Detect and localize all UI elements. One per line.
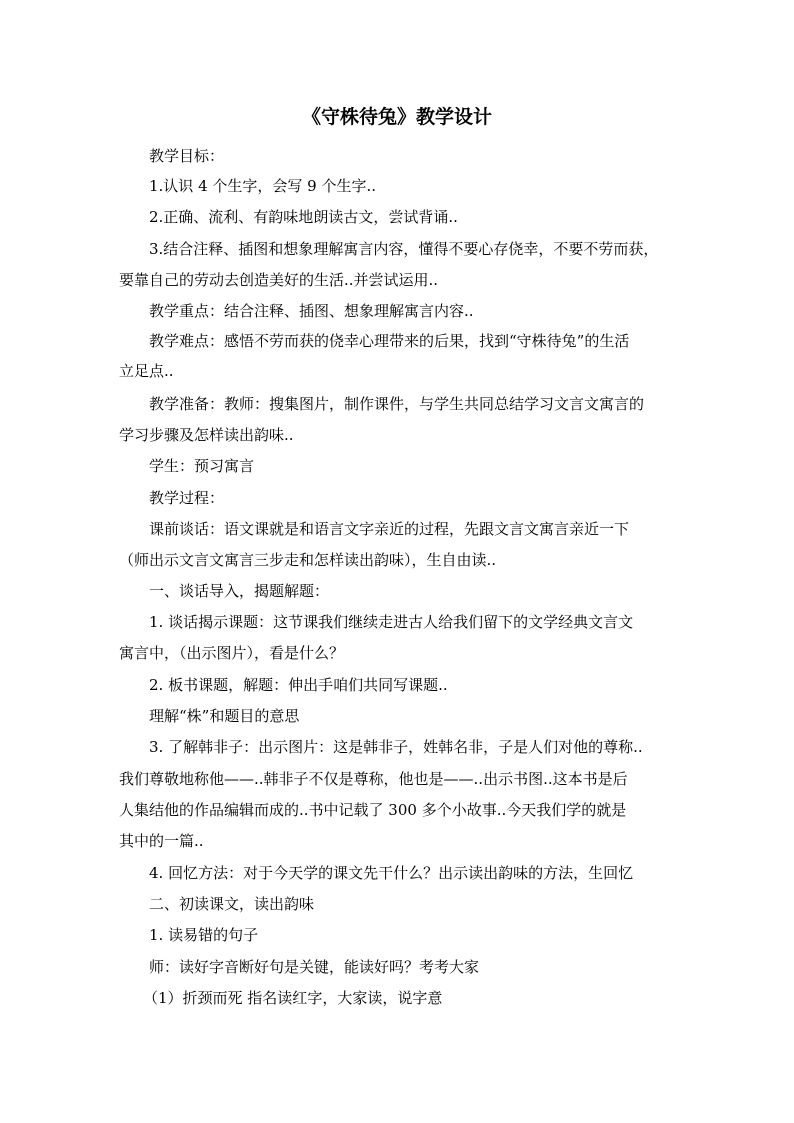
objective-3-line-2: 要靠自己的劳动去创造美好的生活..并尝试运用.. [119,271,439,289]
step-3-line-1: 3. 了解韩非子：出示图片：这是韩非子，姓韩名非，子是人们对他的尊称.. [149,738,643,756]
pre-class-talk-line-1: 课前谈话：语文课就是和语言文字亲近的过程，先跟文言文寓言亲近一下 [149,520,630,538]
preparation-line-1: 教学准备：教师：搜集图片，制作课件，与学生共同总结学习文言文寓言的 [149,395,645,413]
student-preparation: 学生：预习寓言 [149,457,255,475]
teacher-instruction: 师：读好字音断好句是关键，能读好吗？考考大家 [149,958,480,976]
objective-3-line-1: 3.结合注释、插图和想象理解寓言内容，懂得不要心存侥幸，不要不劳而获， [149,240,659,258]
step-1-line-2: 寓言中，（出示图片），看是什么？ [119,644,345,662]
section-two-heading: 二、初读课文，读出韵味 [149,895,315,913]
teaching-difficulty-line-2: 立足点.. [119,362,174,380]
objective-2: 2.正确、流利、有韵味地朗读古文，尝试背诵.. [149,208,458,226]
section-one-heading: 一、谈话导入，揭题解题： [149,582,330,600]
preparation-line-2: 学习步骤及怎样读出韵味.. [119,426,294,444]
teaching-focus: 教学重点：结合注释、插图、想象理解寓言内容.. [149,302,474,320]
objectives-heading: 教学目标： [149,147,225,165]
teaching-process-heading: 教学过程： [149,489,225,507]
step-4: 4. 回忆方法：对于今天学的课文先干什么？出示读出韵味的方法，生回忆 [149,864,634,882]
step-3-line-4: 其中的一篇.. [119,832,204,850]
step-3-line-3: 人集结他的作品编辑而成的..书中记载了 300 多个小故事..今天我们学的就是 [119,801,627,819]
reading-example-1: （1）折颈而死 指名读红字，大家读，说字意 [143,989,443,1007]
step-1-line-1: 1. 谈话揭示课题：这节课我们继续走进古人给我们留下的文学经典文言文 [149,613,634,631]
pre-class-talk-line-2: （师出示文言文寓言三步走和怎样读出韵味），生自由读.. [119,551,497,569]
objective-1: 1.认识 4 个生字，会写 9 个生字.. [149,177,377,195]
reading-item-1: 1. 读易错的句子 [149,926,259,944]
teaching-difficulty-line-1: 教学难点：感悟不劳而获的侥幸心理带来的后果，找到“守株待兔”的生活 [149,332,630,350]
step-2-note: 理解“株”和题目的意思 [149,707,300,725]
document-title: 《守株待兔》教学设计 [301,106,492,128]
step-2: 2. 板书课题，解题：伸出手咱们共同写课题.. [149,676,448,694]
step-3-line-2: 我们尊敬地称他——..韩非子不仅是尊称，他也是——..出示书图..这本书是后 [119,770,628,788]
